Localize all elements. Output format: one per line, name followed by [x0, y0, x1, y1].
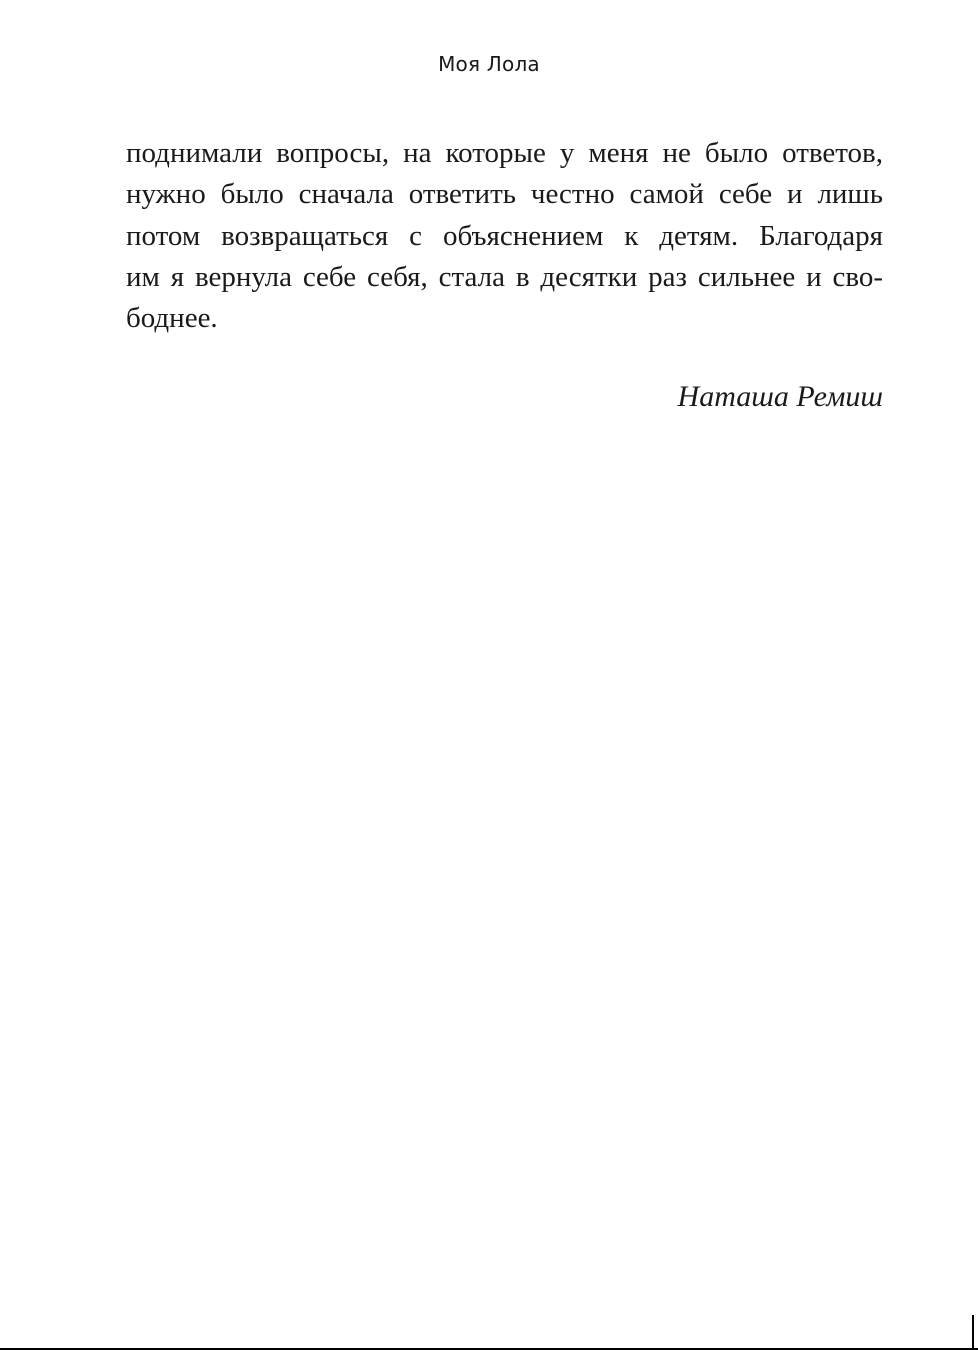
running-head-title: Моя Лола [438, 52, 540, 76]
body-paragraph [126, 133, 883, 339]
text-line: им я вернула себе себя, стала в десятки раз сильнее и сво- [126, 260, 883, 293]
author-signature: Наташа Ремиш [677, 380, 883, 413]
right-border-line [972, 1315, 974, 1350]
text-line: поднимали вопросы, на которые у меня не было ответов, [126, 137, 883, 169]
text-line: боднее. [126, 302, 218, 335]
text-line: нужно было сначала ответить честно самой себе и лишь [126, 178, 883, 211]
text-line: потом возвращаться с объяснением к детям. Благодаря [126, 219, 883, 252]
